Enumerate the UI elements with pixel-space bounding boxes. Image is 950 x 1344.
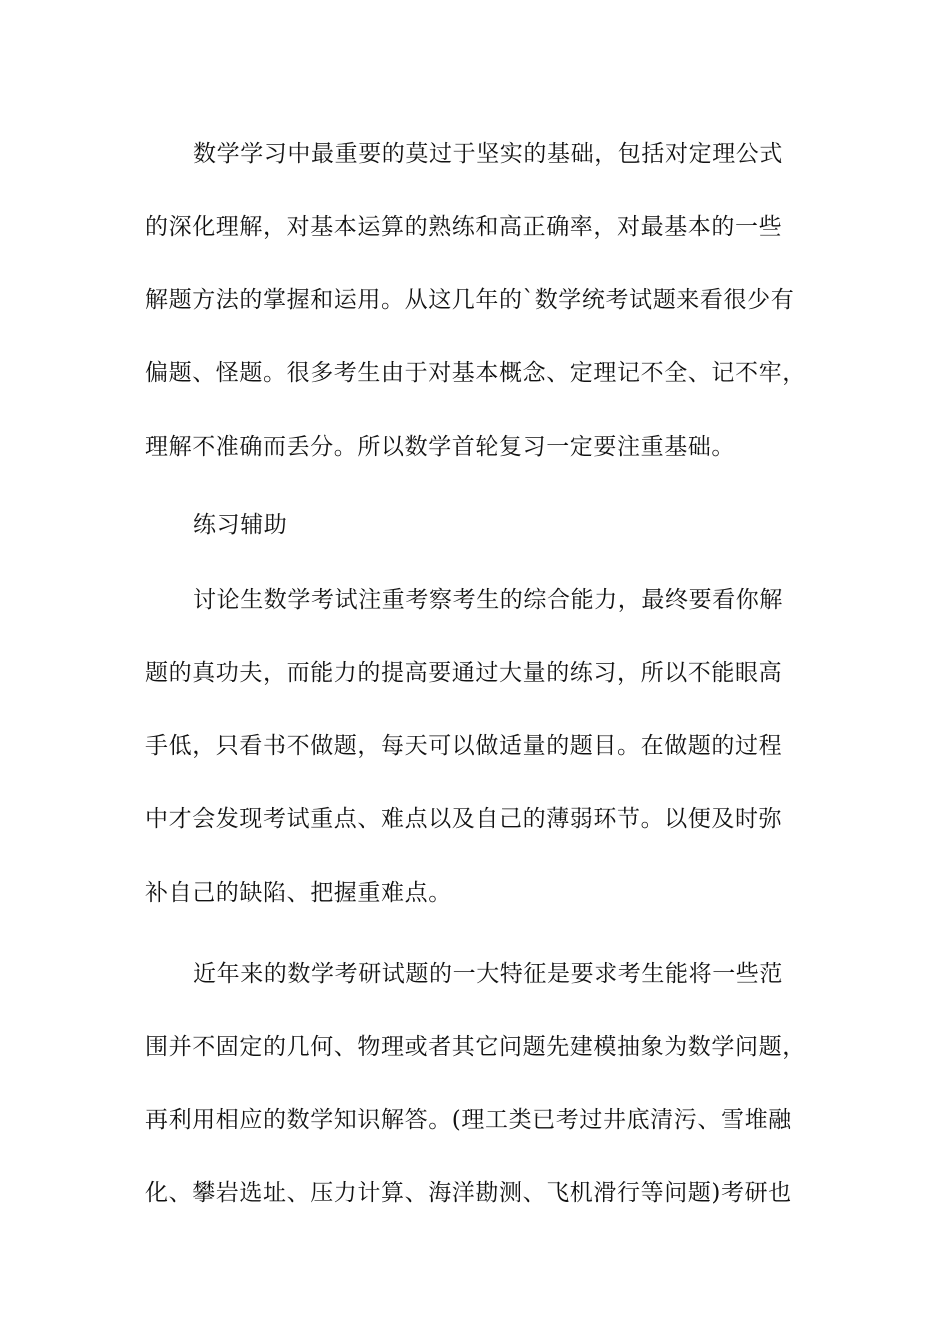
- paragraph-3-line-1: 近年来的数学考研试题的一大特征是要求考生能将一些范: [193, 961, 783, 987]
- paragraph-3-line-4: 化、攀岩选址、压力计算、海洋勘测、飞机滑行等问题)考研也: [145, 1180, 792, 1206]
- section-heading: 练习辅助: [193, 512, 288, 538]
- paragraph-2-line-1: 讨论生数学考试注重考察考生的综合能力，最终要看你解: [193, 587, 783, 613]
- paragraph-2-line-4: 中才会发现考试重点、难点以及自己的薄弱环节。以便及时弥: [145, 806, 783, 832]
- paragraph-2-line-2: 题的真功夫，而能力的提高要通过大量的练习，所以不能眼高: [145, 660, 783, 686]
- paragraph-3-line-2: 围并不固定的几何、物理或者其它问题先建模抽象为数学问题，: [145, 1034, 806, 1060]
- paragraph-3-line-3: 再利用相应的数学知识解答。(理工类已考过井底清污、雪堆融: [145, 1107, 792, 1133]
- paragraph-1-line-1: 数学学习中最重要的莫过于坚实的基础，包括对定理公式: [193, 141, 783, 167]
- paragraph-1-line-2: 的深化理解，对基本运算的熟练和高正确率，对最基本的一些: [145, 214, 783, 240]
- paragraph-1-line-4: 偏题、怪题。很多考生由于对基本概念、定理记不全、记不牢，: [145, 360, 806, 386]
- paragraph-1-line-5: 理解不准确而丢分。所以数学首轮复习一定要注重基础。: [145, 434, 735, 460]
- paragraph-2-line-5: 补自己的缺陷、把握重难点。: [145, 880, 452, 906]
- paragraph-1-line-3: 解题方法的掌握和运用。从这几年的`数学统考试题来看很少有: [145, 287, 795, 313]
- paragraph-2-line-3: 手低，只看书不做题，每天可以做适量的题目。在做题的过程: [145, 733, 783, 759]
